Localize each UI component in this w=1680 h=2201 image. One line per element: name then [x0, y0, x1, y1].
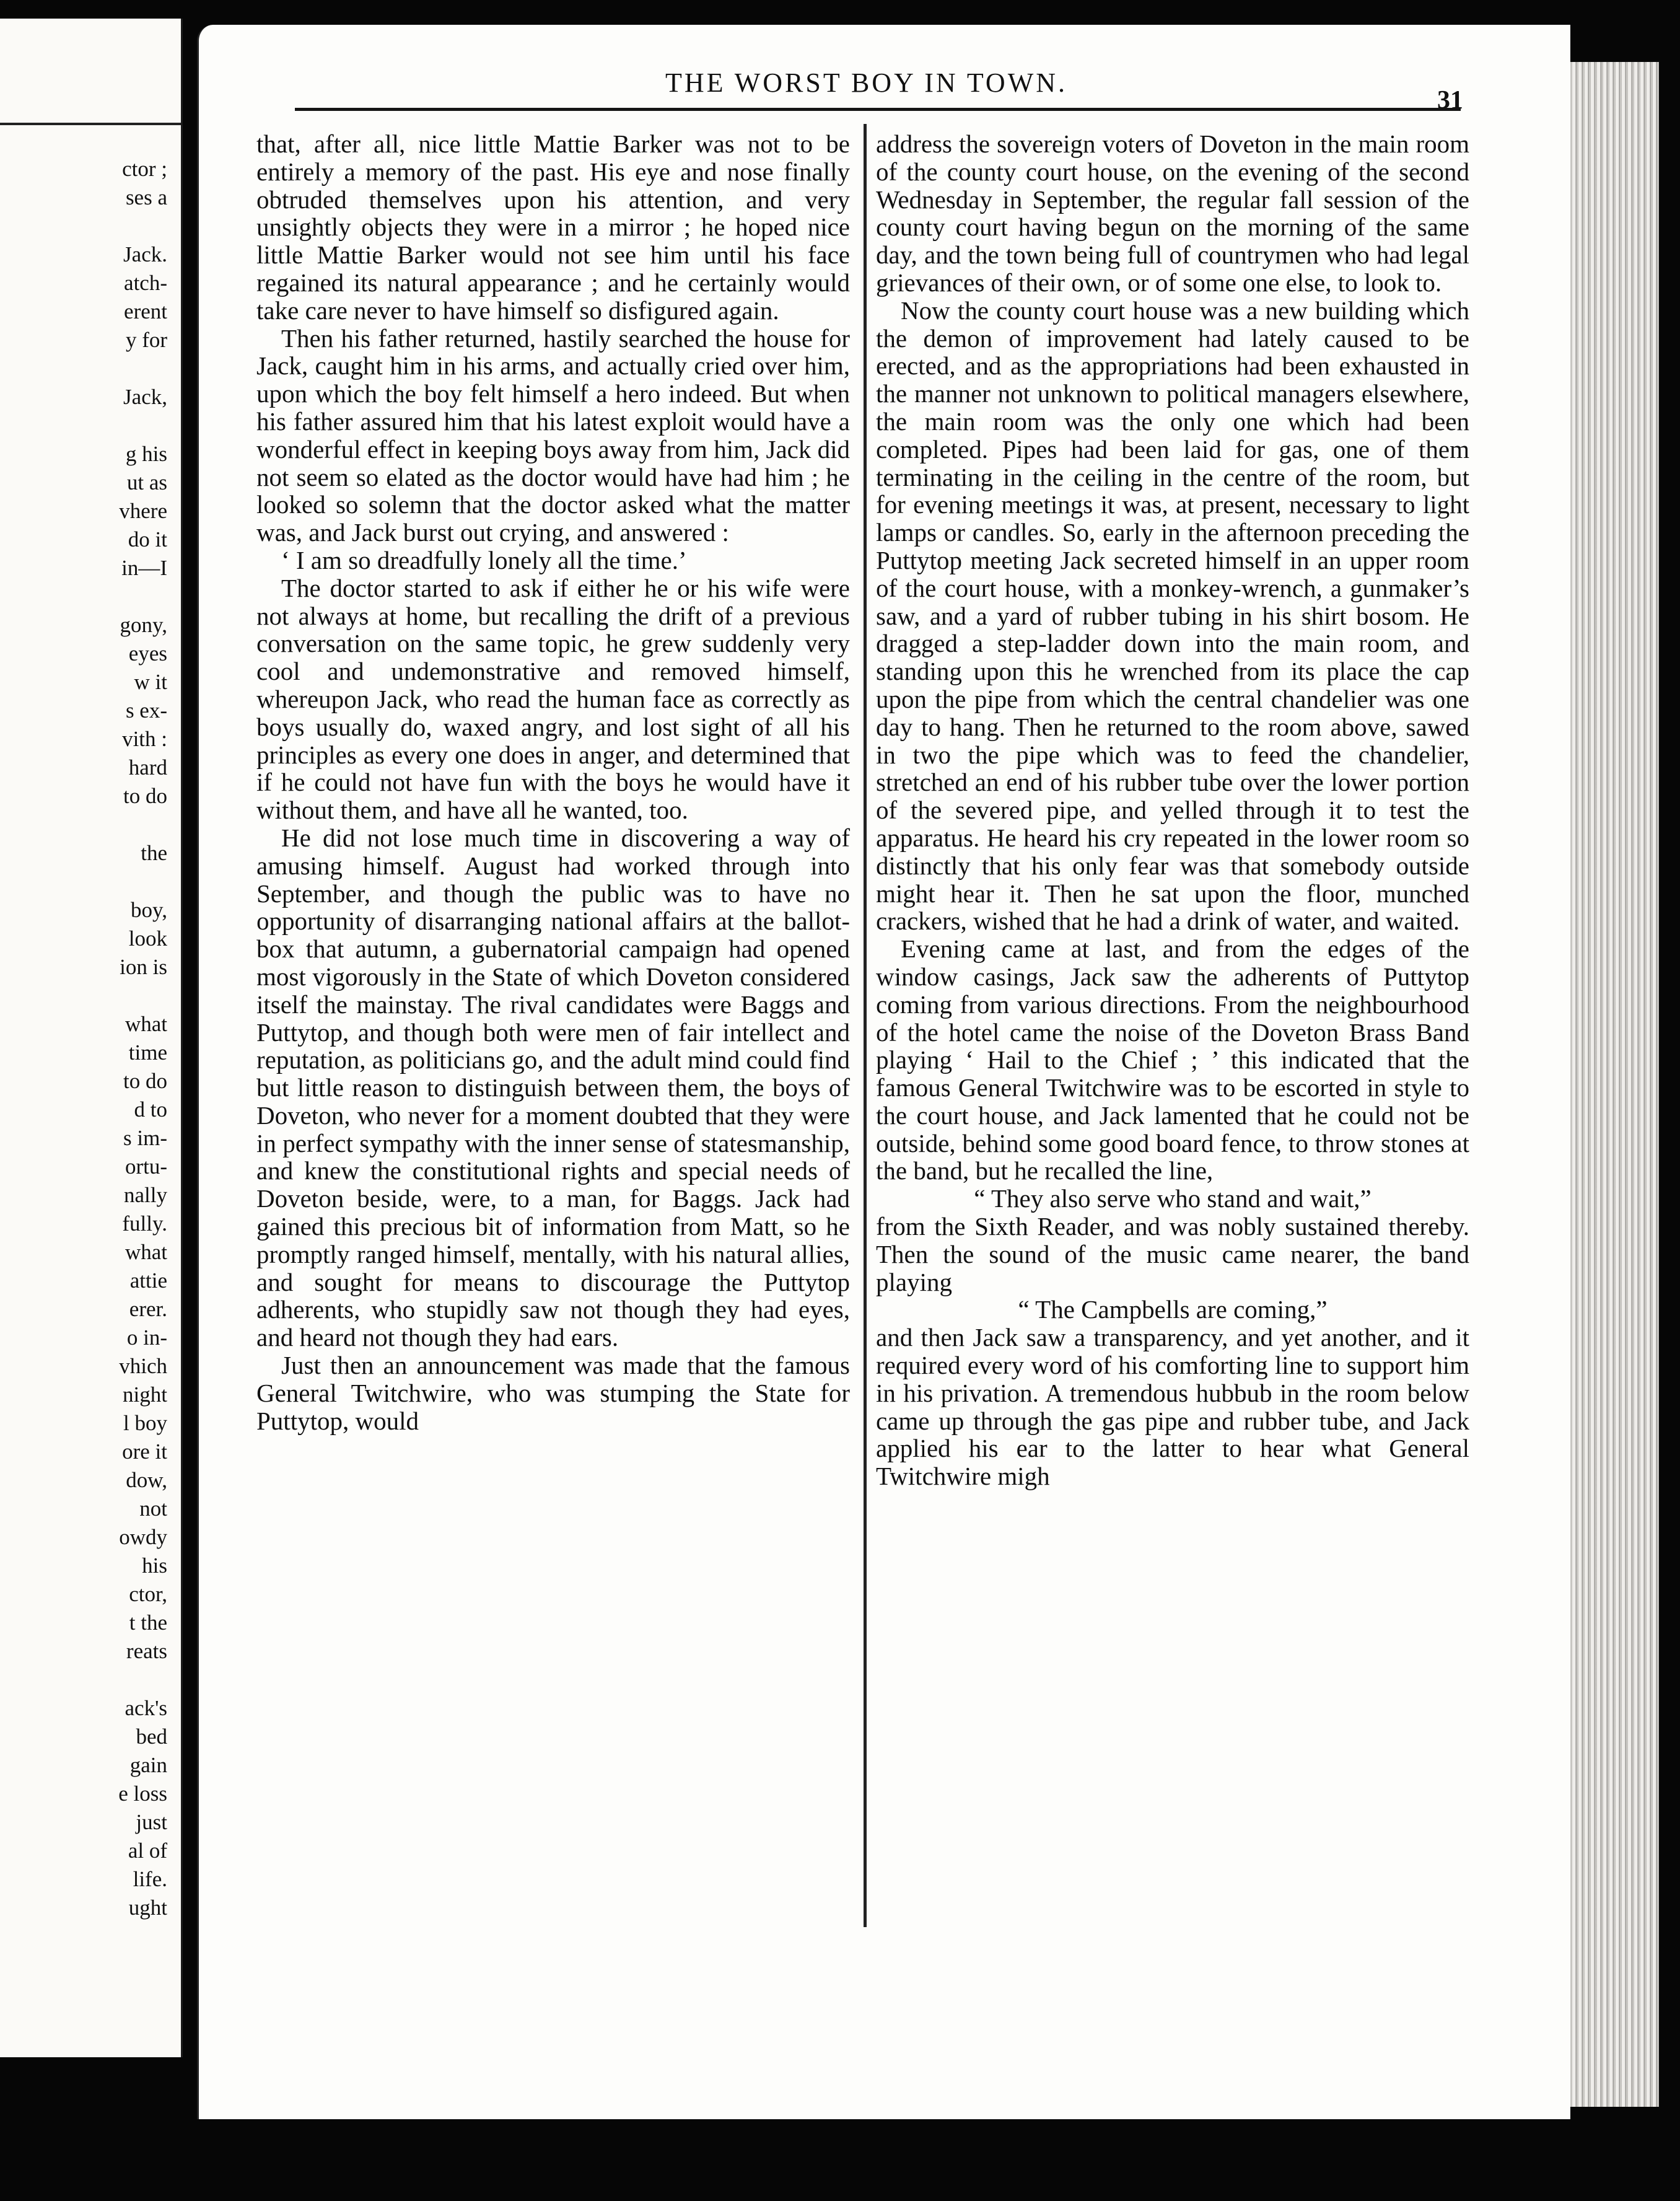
fragment-line: l boy — [123, 1411, 167, 1435]
fragment-line: owdy — [119, 1525, 167, 1549]
fragment-line: attie — [129, 1268, 167, 1293]
fragment-line: what — [125, 1240, 167, 1264]
fragment-line: ore it — [122, 1439, 167, 1464]
fragment-line: s ex- — [125, 698, 167, 723]
previous-page-fragment — [0, 19, 183, 2057]
fragment-line: ctor, — [129, 1582, 167, 1606]
fragment-line: reats — [126, 1639, 167, 1663]
text-column-right — [876, 130, 1469, 1490]
fragment-line: hard — [128, 755, 167, 780]
fragment-line: ut as — [126, 470, 167, 494]
fragment-line: t the — [129, 1610, 167, 1635]
fragment-line: his — [142, 1553, 167, 1578]
fragment-line: s im- — [123, 1126, 167, 1150]
fragment-line: bed — [136, 1724, 167, 1749]
fragment-line: life. — [133, 1867, 167, 1891]
paragraph: that, after all, nice little Mattie Barker was not to be entirely a memory of the past. His eye and nose finally obtruded themselves upon his attention, and very unsightly objects they were in a mirror ; he hoped nice little Mattie Barker would not see him until his face regained its natural appearance ; and he certainly would take care never to have himself so disfigured again. — [256, 130, 850, 325]
fragment-line: ortu- — [125, 1154, 167, 1179]
fragment-line: ctor ; — [122, 157, 167, 181]
fragment-line: not — [139, 1496, 167, 1521]
fragment-line: nally — [124, 1183, 167, 1207]
fragment-line — [118, 811, 167, 839]
fragment-line: vith : — [122, 727, 167, 751]
fragment-line: time — [128, 1040, 167, 1065]
fragment-line: just — [136, 1810, 167, 1834]
text-column-left — [256, 130, 850, 1434]
fragment-line: o in- — [126, 1325, 167, 1350]
fragment-line: erent — [124, 299, 167, 323]
fragment-line: eyes — [128, 641, 167, 666]
fragment-line — [118, 868, 167, 896]
fragment-line: night — [123, 1382, 167, 1407]
fragment-line: gain — [129, 1753, 167, 1777]
paragraph: address the sovereign voters of Doveton in the main room of the county court house, on the evening of the second Wednesday in September, the regular fall session of the county court having begun on the morning of the same day, and the town being full of countrymen who had legal grievances of their own, or of some one else, to look to. — [876, 130, 1469, 297]
fragment-line: do it — [128, 527, 167, 551]
fragment-line: ion is — [120, 955, 167, 979]
fragment-line: ack's — [125, 1696, 167, 1720]
fragment-line — [118, 411, 167, 440]
fragment-line: erer. — [129, 1297, 167, 1321]
fragment-line: vhere — [119, 499, 167, 523]
fragment-line — [118, 582, 167, 611]
paragraph: Evening came at last, and from the edges of the window casings, Jack saw the adherents of Puttytop coming from various directions. From the neighbourhood of the hotel came the noise of the Doveton Brass Band playing ‘ Hail to the Chief ; ’ this indicated that the famous General Twitchwire was to be escorted in style to the court house, and Jack lamented that he could not be outside, behind some good board fence, to throw stones at the band, but he recalled the line, — [876, 934, 1469, 1185]
previous-page-text — [118, 155, 167, 1922]
fragment-line: al of — [128, 1839, 167, 1863]
fragment-line — [118, 212, 167, 240]
fragment-line: ses a — [125, 185, 167, 209]
fragment-line: boy, — [131, 898, 167, 922]
page-number: 31 — [1437, 86, 1463, 115]
running-header-title: THE WORST BOY IN TOWN. — [665, 68, 1067, 98]
fragment-line: g his — [125, 442, 167, 466]
paragraph: Then his father returned, hastily searched the house for Jack, caught him in his arms, and actually cried over him, upon which the boy felt himself a hero indeed. But when his father assured him that his latest exploit would have a wonderful effect in keeping boys away from him, Jack did not seem so elated as the doctor would have had him ; he looked so solemn that the doctor asked what the matter was, and Jack burst out crying, and answered : — [256, 323, 850, 547]
fragment-line: e loss — [118, 1781, 167, 1806]
fragment-line: Jack, — [123, 385, 167, 409]
fragment-line: vhich — [119, 1354, 167, 1378]
fragment-line: d to — [134, 1097, 167, 1122]
paragraph: from the Sixth Reader, and was nobly sustained thereby. Then the sound of the music came nearer, the band playing — [876, 1212, 1469, 1296]
fragment-line: w it — [134, 670, 167, 694]
paragraph: He did not lose much time in discovering a way of amusing himself. August had worked through into September, and though the public was to have no opportunity of disarranging national affairs at the ballot-box that autumn, a gubernatorial campaign had opened most vigorously in the State of which Doveton considered itself the mainstay. The rival candidates were Baggs and Puttytop, and though both were men of fair intellect and reputation, as politicians go, and the adult mind could find but little reason to distinguish between them, the boys of Doveton, who never for a moment doubted that they were in perfect sympathy with the inner sense of statesmanship, and knew the constitutional rights and special needs of Doveton beside, were, to a man, for Baggs. Jack had gained this precious bit of information from Matt, so he promptly ranged himself, mentally, with his natural allies, and sought for means to discourage the Puttytop adherents, who stupidly saw not though they had eyes, and heard not though they had ears. — [256, 823, 850, 1352]
column-divider — [864, 124, 867, 1927]
paragraph: Just then an announcement was made that the famous General Twitchwire, who was stumping the State for Puttytop, would — [256, 1351, 850, 1435]
page-edges — [1566, 62, 1659, 2107]
fragment-line — [118, 1666, 167, 1694]
quoted-verse: “ They also serve who stand and wait,” — [974, 1184, 1372, 1213]
header-rule — [295, 108, 1461, 111]
fragment-line: the — [141, 841, 167, 865]
paragraph: and then Jack saw a transparency, and yet another, and it required every word of his comforting line to support him in his privation. A tremendous hubbub in the room below came up through the gas pipe and rubber tube, and Jack applied his ear to the latter to hear what General Twitchwire migh — [876, 1323, 1469, 1491]
fragment-line: ught — [128, 1896, 167, 1920]
fragment-line: what — [125, 1012, 167, 1036]
fragment-line: in—I — [121, 556, 167, 580]
fragment-line: Jack. — [123, 242, 167, 266]
paragraph: ‘ I am so dreadfully lonely all the time.’ — [281, 545, 687, 574]
fragment-line: to do — [123, 784, 167, 808]
fragment-line: y for — [125, 328, 167, 352]
paragraph: The doctor started to ask if either he or his wife were not always at home, but recalling the drift of a previous conversation on the same topic, he grew suddenly very cool and undemonstrative and removed himself, whereupon Jack, who read the human face as correctly as boys usually do, waxed angry, and lost sight of all his principles as every one does in anger, and determined that if he could not have fun with the boys he would have it without them, and have all he wanted, too. — [256, 573, 850, 825]
fragment-line: look — [128, 926, 167, 951]
paragraph: Now the county court house was a new building which the demon of improvement had lately caused to be erected, and as the appropriations had been exhausted in the manner not unknown to political managers elsewhere, the main room was the only one which had been completed. Pipes had been laid for gas, one of them terminating in the ceiling in the centre of the room, but for evening meetings it was, at present, necessary to light lamps or candles. So, early in the afternoon preceding the Puttytop meeting Jack secreted himself in an upper room of the court house, with a monkey-wrench, a gunmaker’s saw, and a yard of rubber tubing in his shirt bosom. He dragged a step-ladder down into the main room, and standing upon this he wrenched from its place the cap upon the pipe from which the central chandelier was one day to hang. Then he returned to the room above, sawed in two the pipe which was to feed the chandelier, stretched an end of his rubber tube over the lower portion of the severed pipe, and yelled through it to test the apparatus. He heard his cry repeated in the lower room so distinctly that his only fear was that somebody outside might hear it. Then he sat upon the floor, munched crackers, wished that he had a drink of water, and waited. — [876, 296, 1469, 936]
fragment-line: fully. — [122, 1211, 167, 1236]
fragment-line: atch- — [124, 271, 167, 295]
fragment-line — [118, 354, 167, 383]
previous-page-header-rule — [0, 123, 181, 125]
quoted-verse: “ The Campbells are coming,” — [1018, 1295, 1328, 1324]
fragment-line: gony, — [120, 613, 167, 637]
fragment-line — [118, 982, 167, 1010]
fragment-line: to do — [123, 1069, 167, 1093]
fragment-line: dow, — [126, 1468, 167, 1492]
